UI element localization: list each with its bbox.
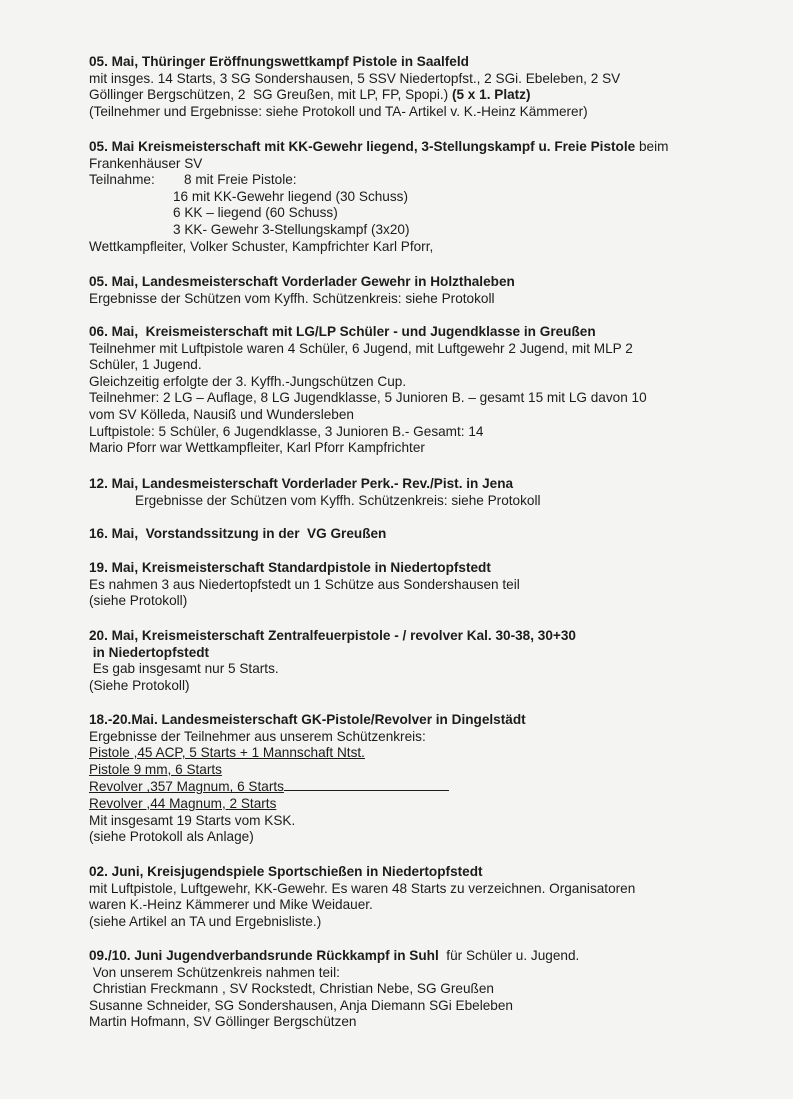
entry-title-line [89,948,729,965]
entry-kreisjugendspiele [89,864,729,930]
underline-rule [284,778,449,791]
entry-text: Ergebnisse der Schützen vom Kyffh. Schützenkreis: siehe Protokoll [89,290,495,306]
entry-title: 05. Mai, Landesmeisterschaft Vorderlader Gewehr in Holzthaleben [89,274,515,289]
entry-title-tail: für Schüler u. Jugend. [438,948,580,963]
entry-text: (siehe Protokoll) [89,593,188,609]
entry-text: mit Luftpistole, Luftgewehr, KK-Gewehr. Es waren 48 Starts zu verzeichnen. Organisatoren [89,880,636,896]
placement-highlight: (5 x 1. Platz) [451,87,531,103]
entry-text: waren K.-Heinz Kämmerer und Mike Weidauer. [89,897,373,913]
result-line-text: Revolver ,357 Magnum, 6 Starts [89,779,284,795]
entry-text-part: Göllinger Bergschützen, 2 SG Greußen, mit LP, FP, Spopi.) [89,87,452,103]
entry-text: Gleichzeitig erfolgte der 3. Kyffh.-Jungschützen Cup. [89,373,407,389]
participation-item: 16 mit KK-Gewehr liegend (30 Schuss) [173,188,408,204]
result-line: Pistole ,45 ACP, 5 Starts + 1 Mannschaft Ntst. [89,745,365,761]
entry-title: 06. Mai, Kreismeisterschaft mit LG/LP Schüler - und Jugendklasse in Greußen [89,324,596,339]
entry-text: Von unserem Schützenkreis nahmen teil: [89,964,340,980]
entry-text: mit insges. 14 Starts, 3 SG Sondershausen, 5 SSV Niedertopfst., 2 SGi. Ebeleben, 2 SV [89,70,621,86]
entry-landesmeisterschaft-vorderlader-gewehr [89,274,729,307]
entry-title: 05. Mai Kreismeisterschaft mit KK-Gewehr liegend, 3-Stellungskampf u. Freie Pistole [89,139,636,154]
entry-title: 16. Mai, Vorstandssitzung in der VG Greußen [89,526,387,541]
result-line [89,778,729,796]
entry-title-line [89,139,729,156]
entry-text: Ergebnisse der Schützen vom Kyffh. Schützenkreis: siehe Protokoll [135,492,541,508]
entry-text: Mario Pforr war Wettkampfleiter, Karl Pforr Kampfrichter [89,440,425,456]
entry-text: (Siehe Protokoll) [89,677,190,693]
entry-thueringer-eroeffnungswettkampf [89,54,729,120]
entry-text: Es gab insgesamt nur 5 Starts. [89,661,279,677]
participation-item: 6 KK – liegend (60 Schuss) [173,205,338,221]
entry-landesmeisterschaft-vorderlader-perk [89,476,729,509]
entry-text: Luftpistole: 5 Schüler, 6 Jugendklasse, 3 Junioren B.- Gesamt: 14 [89,423,484,439]
entry-text: vom SV Kölleda, Nausiß und Wundersleben [89,406,354,422]
entry-text: Frankenhäuser SV [89,155,203,171]
entry-text: Teilnehmer: 2 LG – Auflage, 8 LG Jugendklasse, 5 Junioren B. – gesamt 15 mit LG davon 10 [89,390,647,406]
entry-title-tail: beim [635,139,669,154]
entry-text: Ergebnisse der Teilnehmer aus unserem Schützenkreis: [89,728,426,744]
entry-title: 18.-20.Mai. Landesmeisterschaft GK-Pistole/Revolver in Dingelstädt [89,712,526,727]
entry-text: Schüler, 1 Jugend. [89,357,202,373]
entry-title: 12. Mai, Landesmeisterschaft Vorderlader Perk.- Rev./Pist. in Jena [89,476,514,491]
entry-kreismeisterschaft-kk-gewehr [89,139,729,255]
entry-text: Es nahmen 3 aus Niedertopfstedt un 1 Schütze aus Sondershausen teil [89,576,520,592]
entry-text: (Teilnehmer und Ergebnisse: siehe Protokoll und TA- Artikel v. K.-Heinz Kämmerer) [89,103,588,119]
result-line: Revolver ,44 Magnum, 2 Starts [89,795,277,811]
participation-label: Teilnahme: [89,172,155,188]
entry-jugendverbandsrunde [89,948,729,1031]
entry-title: 09./10. Juni Jugendverbandsrunde Rückkampf in Suhl [89,948,439,963]
entry-title: 05. Mai, Thüringer Eröffnungswettkampf Pistole in Saalfeld [89,54,469,69]
entry-title: 02. Juni, Kreisjugendspiele Sportschießen in Niedertopfstedt [89,864,483,879]
entry-title: 20. Mai, Kreismeisterschaft Zentralfeuerpistole - / revolver Kal. 30-38, 30+30 [89,628,576,643]
participation-table [89,172,729,189]
participation-item: 3 KK- Gewehr 3-Stellungskampf (3x20) [173,221,410,237]
participation-item: 8 mit Freie Pistole: [184,172,297,188]
entry-title: 19. Mai, Kreismeisterschaft Standardpistole in Niedertopfstedt [89,560,491,575]
entry-vorstandssitzung [89,526,729,543]
entry-kreismeisterschaft-standardpistole [89,560,729,610]
entry-kreismeisterschaft-lg-lp [89,324,729,457]
result-line: Pistole 9 mm, 6 Starts [89,761,222,777]
entry-text: Martin Hofmann, SV Göllinger Bergschützen [89,1014,357,1030]
entry-text: Christian Freckmann , SV Rockstedt, Christian Nebe, SG Greußen [89,981,494,997]
entry-text: (siehe Artikel an TA und Ergebnisliste.) [89,913,322,929]
entry-landesmeisterschaft-gk-pistole [89,712,729,846]
entry-text [89,87,729,104]
entry-text: Susanne Schneider, SG Sondershausen, Anja Diemann SGi Ebeleben [89,997,513,1013]
entry-kreismeisterschaft-zentralfeuerpistole [89,628,729,694]
entry-title-continued: in Niedertopfstedt [89,644,210,660]
entry-text: Teilnehmer mit Luftpistole waren 4 Schüler, 6 Jugend, mit Luftgewehr 2 Jugend, mit MLP 2 [89,340,633,356]
entry-text: Wettkampfleiter, Volker Schuster, Kampfrichter Karl Pforr, [89,238,434,254]
entry-text: Mit insgesamt 19 Starts vom KSK. [89,812,296,828]
entry-text: (siehe Protokoll als Anlage) [89,829,254,845]
